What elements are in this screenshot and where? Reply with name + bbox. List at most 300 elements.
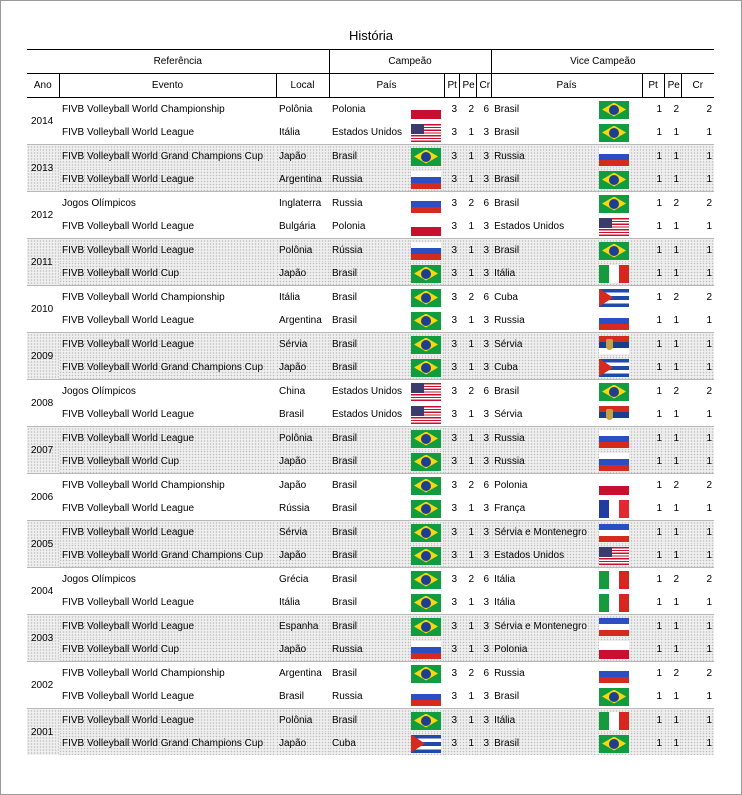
champion-pt-cell: 3	[444, 286, 459, 310]
table-row	[27, 286, 714, 310]
flag-russia-icon	[411, 195, 441, 213]
flag-brazil-icon	[599, 383, 629, 401]
runner-up-cr-cell: 1	[706, 503, 713, 514]
flag-russia-icon	[411, 242, 441, 260]
runner-up-pe-cell: 2	[664, 192, 681, 216]
runner-up-pt-cell: 1	[642, 356, 664, 380]
year-cell: 2006	[27, 474, 59, 521]
year-cell: 2002	[27, 662, 59, 709]
runner-up-cr-cell: 1	[681, 732, 714, 755]
runner-up-pe-cell: 1	[673, 409, 680, 420]
champion-cr-cell: 3	[476, 521, 491, 545]
champion-cr-cell: 6	[476, 192, 491, 216]
table-row	[27, 121, 714, 145]
flag-brazil-icon	[411, 148, 441, 166]
flag-italy-icon	[599, 571, 629, 589]
champion-pt-cell: 3	[444, 427, 459, 451]
champion-cr-cell: 3	[476, 239, 491, 263]
runner-up-country-cell: Russia	[494, 315, 525, 326]
flag-russia-icon	[411, 688, 441, 706]
champion-pt-cell: 3	[451, 691, 458, 702]
runner-up-pt-cell: 1	[656, 597, 663, 608]
location-cell: Japão	[276, 474, 329, 498]
runner-up-cr-cell: 2	[681, 662, 714, 686]
flag-brazil-icon	[411, 665, 441, 683]
runner-up-pt-cell: 1	[642, 662, 664, 686]
champion-cr-cell: 3	[476, 145, 491, 169]
champion-pt-cell: 3	[444, 98, 459, 122]
champion-pt-cell: 3	[444, 380, 459, 404]
flag-cell	[597, 450, 642, 474]
champion-cr-cell: 3	[483, 409, 490, 420]
flag-cell	[409, 544, 444, 568]
runner-up-country-cell: Itália	[494, 597, 516, 608]
group-header-runner-up: Vice Campeão	[491, 50, 714, 74]
champion-pt-cell: 3	[444, 544, 459, 568]
table-row	[27, 309, 714, 333]
location-cell: Grécia	[276, 568, 329, 592]
flag-brazil-icon	[411, 359, 441, 377]
flag-brazil-icon	[411, 453, 441, 471]
table-row	[27, 662, 714, 686]
champion-pt-cell: 3	[444, 145, 459, 169]
event-cell: FIVB Volleyball World Grand Champions Cup	[59, 145, 276, 169]
flag-cell	[597, 685, 642, 709]
col-header-runner-up-cr: Cr	[681, 74, 714, 98]
flag-poland-icon	[599, 641, 629, 659]
champion-pt-cell: 3	[451, 597, 458, 608]
year-cell: 2011	[27, 239, 59, 286]
champion-country-cell: Brasil	[329, 427, 409, 451]
runner-up-country-cell: Estados Unidos	[494, 221, 565, 232]
flag-italy-icon	[599, 265, 629, 283]
champion-pt-cell: 3	[444, 568, 459, 592]
flag-cell	[597, 121, 642, 145]
flag-cell	[409, 145, 444, 169]
runner-up-pe-cell: 1	[664, 732, 681, 755]
location-cell: Argentina	[279, 315, 322, 326]
champion-cr-cell: 3	[476, 544, 491, 568]
champion-pt-cell: 3	[444, 521, 459, 545]
runner-up-pe-cell: 1	[673, 597, 680, 608]
runner-up-cr-cell: 1	[706, 221, 713, 232]
flag-cell	[597, 732, 642, 755]
event-cell: FIVB Volleyball World Championship	[59, 474, 276, 498]
table-row	[27, 568, 714, 592]
champion-country-cell: Brasil	[329, 544, 409, 568]
champion-pe-cell: 2	[459, 286, 476, 310]
champion-cr-cell: 6	[476, 662, 491, 686]
champion-pe-cell: 1	[459, 262, 476, 286]
runner-up-pt-cell: 1	[642, 732, 664, 755]
champion-pe-cell: 1	[468, 597, 475, 608]
champion-country-cell: Brasil	[332, 503, 358, 514]
flag-brazil-icon	[411, 265, 441, 283]
flag-poland-icon	[411, 101, 441, 119]
event-cell: FIVB Volleyball World Cup	[59, 638, 276, 662]
table-row	[27, 521, 714, 545]
runner-up-pe-cell: 1	[664, 145, 681, 169]
col-header-runner-up-country: País	[491, 74, 642, 98]
champion-country-cell: Brasil	[329, 615, 409, 639]
champion-cr-cell: 3	[483, 503, 490, 514]
runner-up-pe-cell: 1	[673, 221, 680, 232]
champion-pt-cell: 3	[444, 192, 459, 216]
location-cell: Japão	[276, 145, 329, 169]
group-header-row	[27, 50, 714, 74]
flag-cell	[597, 591, 642, 615]
runner-up-pt-cell: 1	[656, 503, 663, 514]
champion-pt-cell: 3	[444, 474, 459, 498]
runner-up-pt-cell: 1	[642, 544, 664, 568]
champion-cr-cell: 6	[476, 568, 491, 592]
col-header-runner-up-pt: Pt	[642, 74, 664, 98]
runner-up-country-cell: Sérvia e Montenegro	[491, 615, 597, 639]
champion-pt-cell: 3	[444, 262, 459, 286]
table-row	[27, 497, 714, 521]
champion-pe-cell: 1	[459, 709, 476, 733]
table-row	[27, 168, 714, 192]
year-cell: 2010	[27, 286, 59, 333]
event-cell: Jogos Olímpicos	[59, 380, 276, 404]
location-cell: Japão	[276, 544, 329, 568]
flag-poland-icon	[599, 477, 629, 495]
runner-up-cr-cell: 1	[681, 262, 714, 286]
flag-cell	[409, 356, 444, 380]
champion-pt-cell: 3	[444, 239, 459, 263]
runner-up-cr-cell: 2	[681, 568, 714, 592]
location-cell: Sérvia	[276, 521, 329, 545]
runner-up-country-cell: Polonia	[491, 638, 597, 662]
event-cell: FIVB Volleyball World Grand Champions Cup	[59, 544, 276, 568]
champion-cr-cell: 6	[476, 286, 491, 310]
flag-cell	[409, 239, 444, 263]
flag-brazil-icon	[411, 524, 441, 542]
runner-up-country-cell: Cuba	[491, 286, 597, 310]
flag-russia-icon	[599, 453, 629, 471]
champion-country-cell: Estados Unidos	[332, 127, 403, 138]
runner-up-pe-cell: 1	[664, 638, 681, 662]
flag-usa-icon	[599, 547, 629, 565]
runner-up-pt-cell: 1	[656, 315, 663, 326]
location-cell: Japão	[276, 450, 329, 474]
runner-up-pe-cell: 2	[664, 568, 681, 592]
runner-up-pt-cell: 1	[642, 474, 664, 498]
runner-up-pe-cell: 1	[673, 127, 680, 138]
runner-up-pe-cell: 1	[664, 521, 681, 545]
flag-cell	[597, 239, 642, 263]
runner-up-country-cell: Sérvia	[491, 333, 597, 357]
runner-up-pe-cell: 1	[664, 262, 681, 286]
table-row	[27, 638, 714, 662]
event-cell: FIVB Volleyball World Championship	[59, 286, 276, 310]
champion-cr-cell: 3	[476, 709, 491, 733]
runner-up-pt-cell: 1	[642, 98, 664, 122]
location-cell: Argentina	[276, 168, 329, 192]
runner-up-country-cell: Russia	[491, 145, 597, 169]
flag-cell	[409, 309, 444, 333]
flag-cuba-icon	[411, 735, 441, 753]
flag-cell	[597, 497, 642, 521]
table-row	[27, 380, 714, 404]
flag-cell	[597, 615, 642, 639]
group-header-champion: Campeão	[329, 50, 491, 74]
champion-cr-cell: 3	[476, 333, 491, 357]
year-cell: 2007	[27, 427, 59, 474]
col-header-champion-pt: Pt	[444, 74, 459, 98]
flag-brazil-icon	[411, 571, 441, 589]
year-cell: 2008	[27, 380, 59, 427]
location-cell: Japão	[276, 732, 329, 755]
runner-up-country-cell: Russia	[491, 662, 597, 686]
flag-italy-icon	[599, 594, 629, 612]
col-header-champion-cr: Cr	[476, 74, 491, 98]
champion-cr-cell: 6	[476, 380, 491, 404]
flag-cell	[409, 685, 444, 709]
year-cell: 2014	[27, 98, 59, 145]
flag-brazil-icon	[599, 688, 629, 706]
champion-country-cell: Polonia	[329, 98, 409, 122]
champion-cr-cell: 3	[483, 597, 490, 608]
runner-up-pe-cell: 2	[664, 286, 681, 310]
runner-up-pe-cell: 1	[664, 168, 681, 192]
table-row	[27, 145, 714, 169]
col-header-champion-country: País	[329, 74, 444, 98]
flag-brazil-icon	[411, 594, 441, 612]
event-cell: FIVB Volleyball World League	[62, 315, 195, 326]
runner-up-country-cell: Brasil	[491, 98, 597, 122]
runner-up-cr-cell: 2	[681, 98, 714, 122]
flag-cell	[409, 521, 444, 545]
runner-up-pt-cell: 1	[642, 333, 664, 357]
flag-cell	[597, 145, 642, 169]
champion-country-cell: Brasil	[329, 662, 409, 686]
flag-brazil-icon	[599, 101, 629, 119]
flag-cell	[597, 403, 642, 427]
table-row	[27, 403, 714, 427]
flag-cell	[409, 286, 444, 310]
runner-up-country-cell: Brasil	[491, 380, 597, 404]
event-cell: FIVB Volleyball World League	[59, 427, 276, 451]
champion-cr-cell: 3	[476, 732, 491, 755]
event-cell: FIVB Volleyball World League	[59, 709, 276, 733]
champion-pe-cell: 1	[459, 544, 476, 568]
runner-up-cr-cell: 2	[681, 474, 714, 498]
location-cell: Brasil	[279, 409, 305, 420]
group-header-reference: Referência	[27, 50, 329, 74]
champion-country-cell: Brasil	[329, 450, 409, 474]
champion-country-cell: Brasil	[329, 568, 409, 592]
champion-pe-cell: 2	[459, 380, 476, 404]
col-header-location: Local	[276, 74, 329, 98]
champion-pt-cell: 3	[444, 356, 459, 380]
runner-up-pt-cell: 1	[656, 127, 663, 138]
runner-up-country-cell: Itália	[491, 568, 597, 592]
runner-up-cr-cell: 1	[681, 239, 714, 263]
champion-country-cell: Cuba	[329, 732, 409, 755]
champion-country-cell: Russia	[329, 638, 409, 662]
flag-smont-icon	[599, 618, 629, 636]
runner-up-pt-cell: 1	[642, 262, 664, 286]
champion-pe-cell: 1	[468, 127, 475, 138]
flag-cell	[409, 662, 444, 686]
runner-up-cr-cell: 1	[681, 521, 714, 545]
location-cell: Polônia	[276, 427, 329, 451]
champion-pt-cell: 3	[444, 450, 459, 474]
champion-pe-cell: 2	[459, 98, 476, 122]
flag-brazil-icon	[599, 124, 629, 142]
flag-cell	[597, 380, 642, 404]
runner-up-pe-cell: 2	[664, 662, 681, 686]
runner-up-cr-cell: 1	[681, 450, 714, 474]
champion-cr-cell: 3	[476, 450, 491, 474]
flag-cell	[409, 497, 444, 521]
runner-up-country-cell: Russia	[491, 450, 597, 474]
flag-cell	[597, 474, 642, 498]
flag-cell	[597, 638, 642, 662]
flag-brazil-icon	[411, 500, 441, 518]
event-cell: FIVB Volleyball World League	[59, 615, 276, 639]
flag-cell	[597, 309, 642, 333]
flag-france-icon	[599, 500, 629, 518]
runner-up-cr-cell: 2	[681, 192, 714, 216]
flag-cell	[409, 732, 444, 755]
flag-cell	[409, 98, 444, 122]
champion-pt-cell: 3	[444, 615, 459, 639]
table-row	[27, 685, 714, 709]
flag-brazil-icon	[411, 547, 441, 565]
champion-cr-cell: 3	[476, 427, 491, 451]
event-cell: Jogos Olímpicos	[59, 568, 276, 592]
flag-cuba-icon	[599, 359, 629, 377]
flag-brazil-icon	[411, 712, 441, 730]
flag-usa-icon	[411, 406, 441, 424]
event-cell: FIVB Volleyball World Cup	[59, 262, 276, 286]
location-cell: Itália	[276, 286, 329, 310]
runner-up-cr-cell: 1	[681, 544, 714, 568]
runner-up-cr-cell: 1	[681, 638, 714, 662]
flag-italy-icon	[599, 712, 629, 730]
year-cell: 2003	[27, 615, 59, 662]
year-cell: 2013	[27, 145, 59, 192]
flag-cell	[409, 380, 444, 404]
flag-cell	[409, 427, 444, 451]
champion-country-cell: Estados Unidos	[332, 409, 403, 420]
table-row	[27, 333, 714, 357]
champion-pt-cell: 3	[451, 127, 458, 138]
table-row	[27, 474, 714, 498]
event-cell: FIVB Volleyball World League	[62, 127, 195, 138]
location-cell: Japão	[276, 262, 329, 286]
flag-cell	[597, 521, 642, 545]
flag-cell	[597, 427, 642, 451]
runner-up-pt-cell: 1	[642, 450, 664, 474]
champion-cr-cell: 3	[483, 691, 490, 702]
champion-pe-cell: 1	[459, 615, 476, 639]
runner-up-country-cell: Brasil	[494, 127, 520, 138]
runner-up-cr-cell: 1	[681, 427, 714, 451]
location-cell: Inglaterra	[276, 192, 329, 216]
flag-cell	[597, 568, 642, 592]
flag-cell	[597, 262, 642, 286]
year-cell: 2005	[27, 521, 59, 568]
flag-cell	[409, 168, 444, 192]
table-row	[27, 544, 714, 568]
champion-pe-cell: 2	[459, 192, 476, 216]
location-cell: Japão	[276, 356, 329, 380]
flag-cell	[409, 333, 444, 357]
page-title: História	[348, 28, 394, 43]
flag-brazil-icon	[411, 618, 441, 636]
champion-pe-cell: 1	[459, 732, 476, 755]
flag-cell	[409, 403, 444, 427]
flag-cell	[409, 709, 444, 733]
champion-pe-cell: 1	[459, 333, 476, 357]
flag-russia-icon	[599, 430, 629, 448]
runner-up-pe-cell: 2	[664, 474, 681, 498]
flag-serbia-icon	[599, 336, 629, 354]
champion-country-cell: Russia	[329, 168, 409, 192]
table-row	[27, 356, 714, 380]
champion-country-cell: Russia	[332, 691, 363, 702]
event-cell: FIVB Volleyball World League	[59, 168, 276, 192]
runner-up-country-cell: Estados Unidos	[491, 544, 597, 568]
flag-cell	[597, 544, 642, 568]
runner-up-pt-cell: 1	[642, 168, 664, 192]
flag-russia-icon	[411, 641, 441, 659]
runner-up-pe-cell: 1	[664, 615, 681, 639]
runner-up-pe-cell: 1	[664, 239, 681, 263]
location-cell: Espanha	[276, 615, 329, 639]
flag-brazil-icon	[411, 430, 441, 448]
table-row	[27, 262, 714, 286]
table-row	[27, 215, 714, 239]
location-cell: Japão	[276, 638, 329, 662]
runner-up-pt-cell: 1	[642, 286, 664, 310]
event-cell: FIVB Volleyball World League	[62, 503, 195, 514]
runner-up-country-cell: Brasil	[494, 691, 520, 702]
location-cell: Polônia	[276, 709, 329, 733]
table-row	[27, 615, 714, 639]
runner-up-pe-cell: 1	[664, 427, 681, 451]
event-cell: FIVB Volleyball World Grand Champions Cup	[59, 732, 276, 755]
flag-cell	[597, 333, 642, 357]
flag-usa-icon	[411, 383, 441, 401]
year-cell: 2009	[27, 333, 59, 380]
champion-country-cell: Estados Unidos	[329, 380, 409, 404]
runner-up-cr-cell: 1	[681, 709, 714, 733]
location-cell: Brasil	[279, 691, 305, 702]
runner-up-pt-cell: 1	[642, 568, 664, 592]
champion-pe-cell: 1	[468, 315, 475, 326]
location-cell: Sérvia	[276, 333, 329, 357]
champion-pt-cell: 3	[451, 503, 458, 514]
flag-cell	[597, 286, 642, 310]
champion-pt-cell: 3	[444, 709, 459, 733]
col-header-event: Evento	[59, 74, 276, 98]
event-cell: FIVB Volleyball World League	[59, 333, 276, 357]
flag-cell	[409, 121, 444, 145]
flag-cell	[597, 215, 642, 239]
runner-up-country-cell: Itália	[491, 709, 597, 733]
champion-pt-cell: 3	[444, 732, 459, 755]
champion-pe-cell: 1	[459, 356, 476, 380]
flag-usa-icon	[599, 218, 629, 236]
event-cell: FIVB Volleyball World League	[62, 597, 195, 608]
flag-cell	[409, 192, 444, 216]
flag-usa-icon	[411, 124, 441, 142]
runner-up-cr-cell: 1	[681, 333, 714, 357]
